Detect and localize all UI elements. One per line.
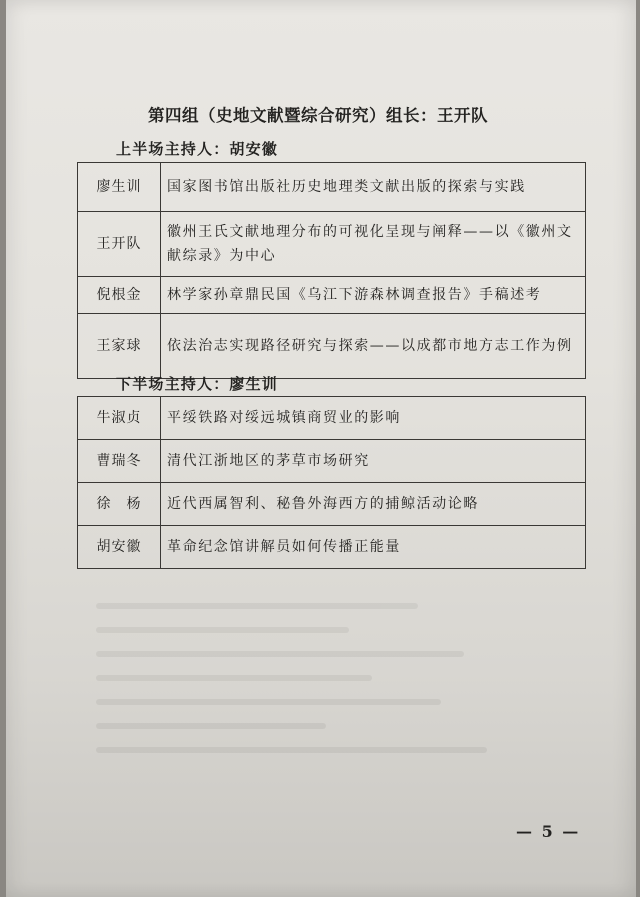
group-heading: 第四组（史地文献暨综合研究）组长：王开队 <box>148 106 488 125</box>
paper-title: 林学家孙章鼎民国《乌江下游森林调查报告》手稿述考 <box>161 277 586 314</box>
speaker-name: 曹瑞冬 <box>78 440 161 483</box>
second-half-host: 下半场主持人：廖生训 <box>116 375 279 393</box>
speaker-name: 牛淑贞 <box>78 397 161 440</box>
document-page <box>6 0 636 897</box>
paper-title: 平绥铁路对绥远城镇商贸业的影响 <box>161 397 586 440</box>
speaker-name: 倪根金 <box>78 277 161 314</box>
page-number: — 5 — <box>516 822 581 841</box>
second-half-schedule-table <box>77 396 586 569</box>
speaker-name: 徐 杨 <box>78 483 161 526</box>
paper-title: 清代江浙地区的茅草市场研究 <box>161 440 586 483</box>
table-row <box>78 314 586 379</box>
table-row <box>78 163 586 212</box>
first-half-host: 上半场主持人：胡安徽 <box>116 140 279 158</box>
paper-title: 国家图书馆出版社历史地理类文献出版的探索与实践 <box>161 163 586 212</box>
table-row <box>78 440 586 483</box>
paper-title: 革命纪念馆讲解员如何传播正能量 <box>161 526 586 569</box>
paper-title: 依法治志实现路径研究与探索——以成都市地方志工作为例 <box>161 314 586 379</box>
table-row <box>78 526 586 569</box>
table-row <box>78 483 586 526</box>
table-row <box>78 277 586 314</box>
table-row <box>78 212 586 277</box>
table-row <box>78 397 586 440</box>
bleed-through-text <box>96 585 556 815</box>
first-half-schedule-table <box>77 162 586 379</box>
speaker-name: 王家球 <box>78 314 161 379</box>
speaker-name: 胡安徽 <box>78 526 161 569</box>
speaker-name: 王开队 <box>78 212 161 277</box>
paper-title: 近代西属智利、秘鲁外海西方的捕鲸活动论略 <box>161 483 586 526</box>
speaker-name: 廖生训 <box>78 163 161 212</box>
paper-title: 徽州王氏文献地理分布的可视化呈现与阐释——以《徽州文献综录》为中心 <box>161 212 586 277</box>
